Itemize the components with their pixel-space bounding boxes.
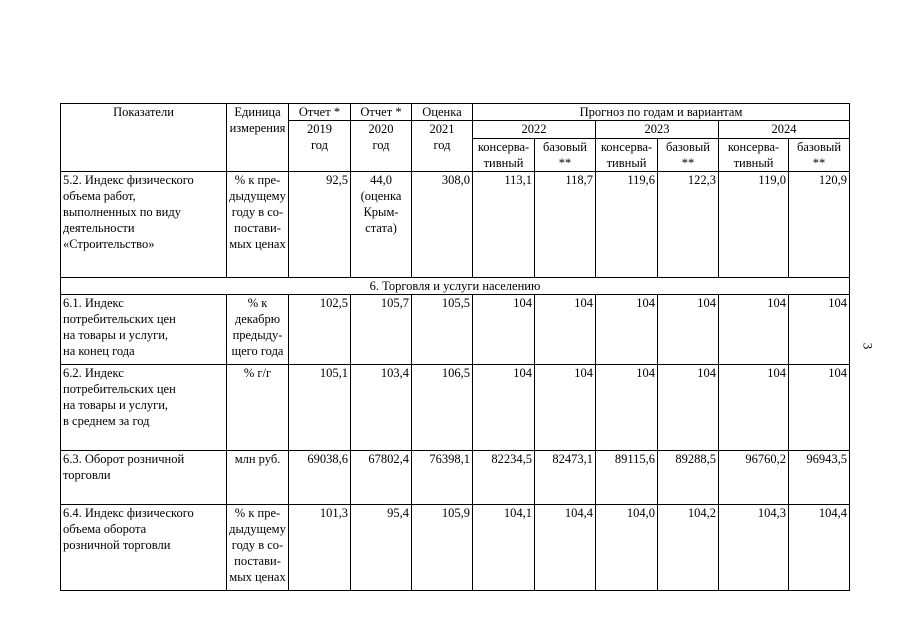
- row-6-4-value: 104,4: [535, 505, 596, 591]
- row-6-4-value: 104,4: [789, 505, 850, 591]
- header-base-2023: базовый **: [658, 139, 719, 172]
- row-6-2-value: 106,5: [412, 365, 473, 451]
- row-6-2-value: 104: [535, 365, 596, 451]
- header-indicators: Показатели: [61, 104, 227, 172]
- header-forecast: Прогноз по годам и вариантам: [473, 104, 850, 121]
- row-5-2-unit: % к пре- дыдущему году в со- постави- мых ценах: [227, 172, 289, 278]
- row-6-1-value: 105,7: [351, 295, 412, 365]
- header-year-2020: [351, 121, 412, 172]
- row-6-3-value: 96760,2: [719, 451, 789, 505]
- header-conservative-2024: консерва- тивный: [719, 139, 789, 172]
- row-6-1-value: 104: [596, 295, 658, 365]
- year-2021: 2021: [429, 122, 455, 136]
- header-base-2024: базовый **: [789, 139, 850, 172]
- header-conservative-2022: консерва- тивный: [473, 139, 535, 172]
- header-year-2023: 2023: [596, 121, 719, 139]
- year-2019: 2019: [307, 122, 332, 136]
- header-year-2019: [289, 121, 351, 172]
- row-5-2-value: 118,7: [535, 172, 596, 278]
- row-6-2-value: 103,4: [351, 365, 412, 451]
- row-6-3-value: 76398,1: [412, 451, 473, 505]
- row-6-3-value: 96943,5: [789, 451, 850, 505]
- header-estimate: Оценка: [412, 104, 473, 121]
- header-report-2020: Отчет *: [351, 104, 412, 121]
- row-6-1: [61, 295, 850, 365]
- row-6-3-value: 67802,4: [351, 451, 412, 505]
- section-6-title: 6. Торговля и услуги населению: [61, 278, 850, 295]
- row-6-2-value: 105,1: [289, 365, 351, 451]
- header-unit: [227, 104, 289, 172]
- row-5-2-value: 119,0: [719, 172, 789, 278]
- row-6-4-value: 104,2: [658, 505, 719, 591]
- row-6-2-value: 104: [658, 365, 719, 451]
- row-6-1-value: 104: [658, 295, 719, 365]
- row-6-1-value: 104: [789, 295, 850, 365]
- row-6-4: [61, 505, 850, 591]
- row-5-2: [61, 172, 850, 278]
- row-6-1-value: 105,5: [412, 295, 473, 365]
- god-label: год: [433, 138, 451, 152]
- year-2020: 2020: [368, 122, 394, 136]
- row-6-1-name: 6.1. Индекс потребительских цен на товары и услуги, на конец года: [61, 295, 227, 365]
- row-6-3-value: 82473,1: [535, 451, 596, 505]
- row-6-1-value: 104: [473, 295, 535, 365]
- header-row-1: [61, 104, 850, 121]
- row-6-2: [61, 365, 850, 451]
- forecast-table: [60, 103, 850, 591]
- header-year-2024: 2024: [719, 121, 850, 139]
- row-6-2-name: 6.2. Индекс потребительских цен на товары и услуги, в среднем за год: [61, 365, 227, 451]
- row-5-2-value: 113,1: [473, 172, 535, 278]
- row-6-1-value: 104: [535, 295, 596, 365]
- row-6-2-value: 104: [473, 365, 535, 451]
- row-6-4-value: 95,4: [351, 505, 412, 591]
- row-6-4-value: 104,1: [473, 505, 535, 591]
- row-5-2-name: 5.2. Индекс физического объема работ, выполненных по виду деятельности «Строительство»: [61, 172, 227, 278]
- row-6-4-value: 104,3: [719, 505, 789, 591]
- header-conservative-2023: консерва- тивный: [596, 139, 658, 172]
- row-6-2-unit: % г/г: [227, 365, 289, 451]
- god-label: год: [372, 138, 390, 152]
- row-5-2-value: 122,3: [658, 172, 719, 278]
- row-6-1-value: 104: [719, 295, 789, 365]
- row-5-2-value: 92,5: [289, 172, 351, 278]
- row-6-4-value: 104,0: [596, 505, 658, 591]
- row-6-3-name: 6.3. Оборот розничной торговли: [61, 451, 227, 505]
- row-6-3-unit: млн руб.: [227, 451, 289, 505]
- row-6-1-unit: % к декабрю предыду- щего года: [227, 295, 289, 365]
- row-5-2-value: 44,0 (оценка Крым- стата): [351, 172, 412, 278]
- row-6-2-value: 104: [789, 365, 850, 451]
- row-6-2-value: 104: [596, 365, 658, 451]
- row-5-2-value: 120,9: [789, 172, 850, 278]
- section-6-row: [61, 278, 850, 295]
- row-6-4-unit: % к пре- дыдущему году в со- постави- мых ценах: [227, 505, 289, 591]
- row-5-2-value: 119,6: [596, 172, 658, 278]
- page-number: 3: [860, 342, 876, 350]
- row-6-4-value: 101,3: [289, 505, 351, 591]
- row-6-3-value: 82234,5: [473, 451, 535, 505]
- row-5-2-value: 308,0: [412, 172, 473, 278]
- header-report-2019: Отчет *: [289, 104, 351, 121]
- row-6-3-value: 69038,6: [289, 451, 351, 505]
- row-6-2-value: 104: [719, 365, 789, 451]
- row-6-1-value: 102,5: [289, 295, 351, 365]
- row-6-4-name: 6.4. Индекс физического объема оборота розничной торговли: [61, 505, 227, 591]
- header-unit-line2: измерения: [229, 121, 286, 135]
- header-base-2022: базовый **: [535, 139, 596, 172]
- header-year-2021: [412, 121, 473, 172]
- row-6-3-value: 89115,6: [596, 451, 658, 505]
- row-6-4-value: 105,9: [412, 505, 473, 591]
- header-unit-line1: Единица: [234, 105, 281, 119]
- header-year-2022: 2022: [473, 121, 596, 139]
- row-6-3-value: 89288,5: [658, 451, 719, 505]
- god-label: год: [310, 138, 329, 152]
- row-6-3: [61, 451, 850, 505]
